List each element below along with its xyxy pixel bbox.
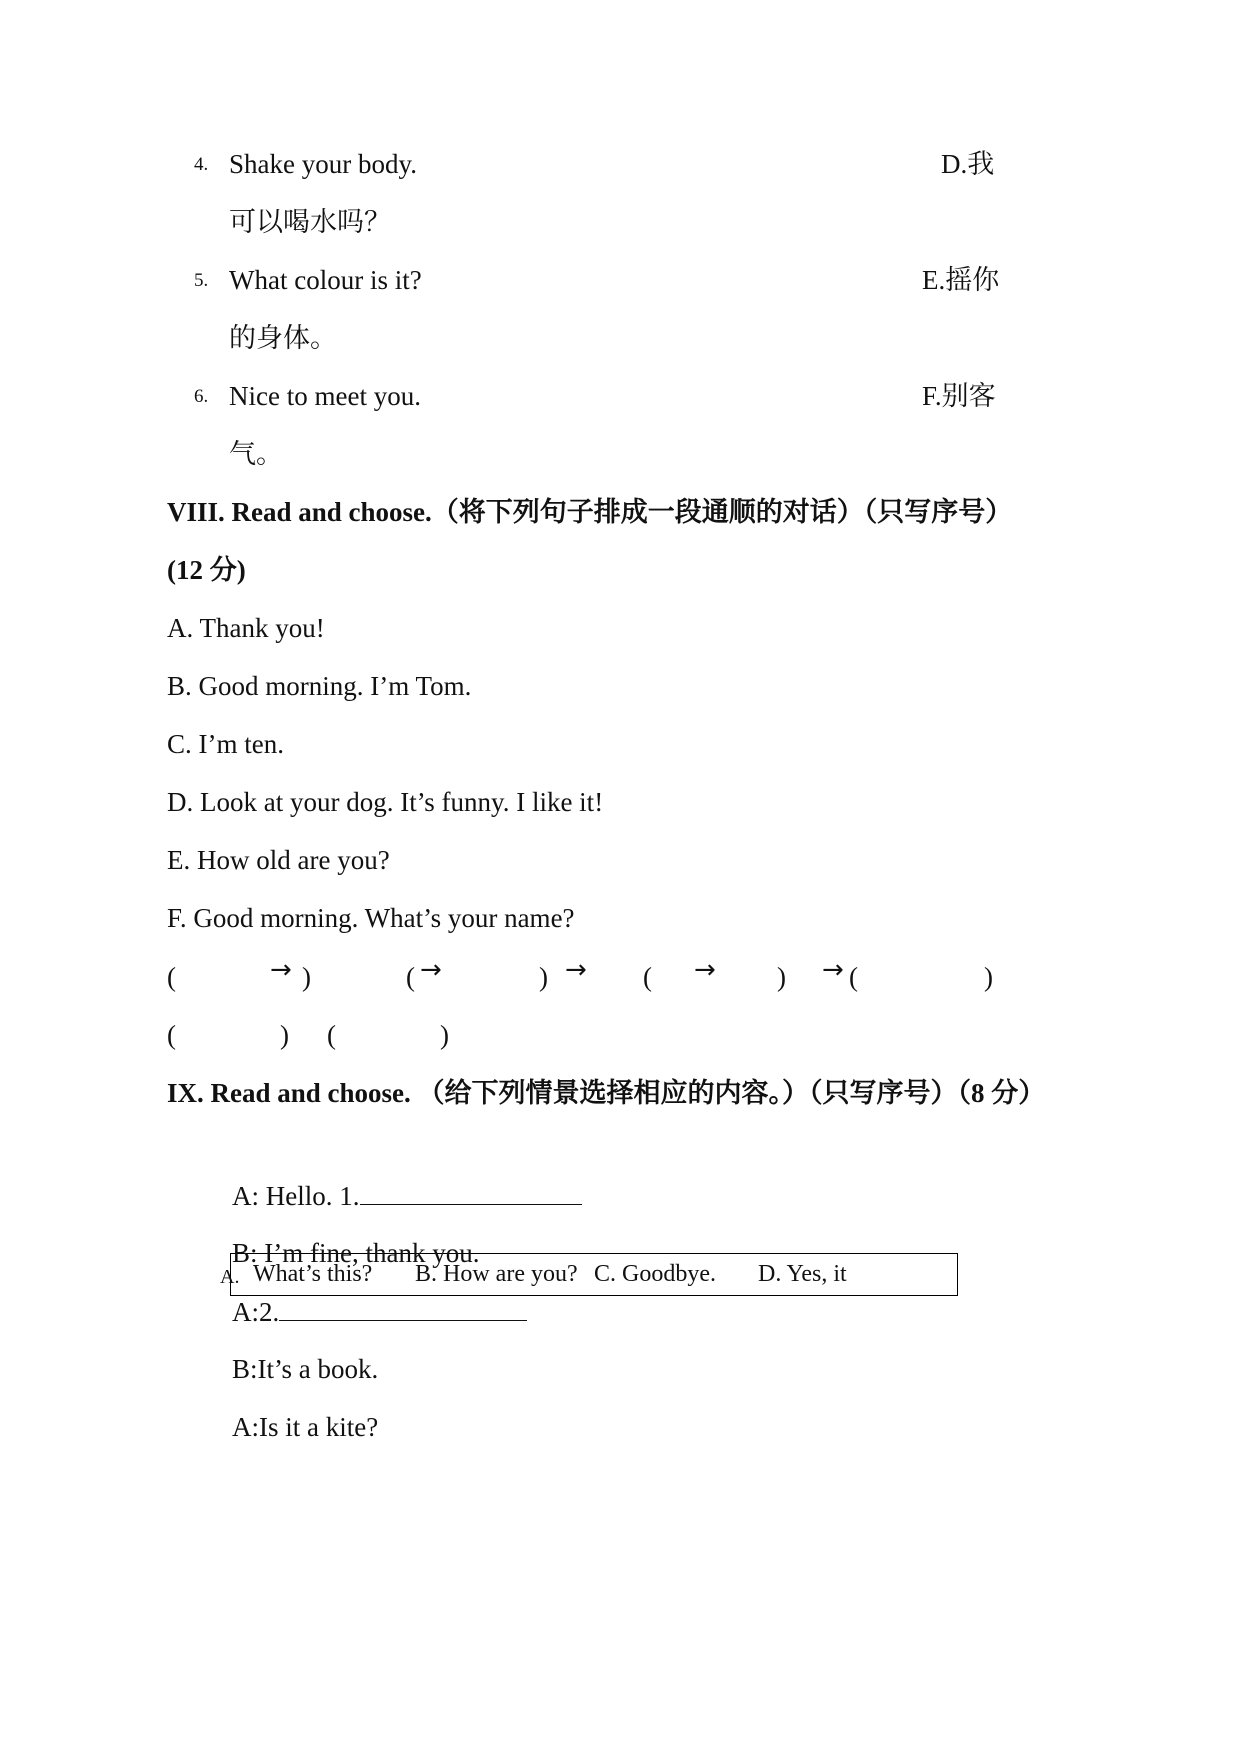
item-chinese-option: F.别客 xyxy=(922,381,996,411)
item-number: 4. xyxy=(194,154,209,175)
item-chinese-wrap: 的身体。 xyxy=(229,323,337,353)
item-chinese-option: E.摇你 xyxy=(922,265,1000,295)
answer-blank-1[interactable] xyxy=(360,1178,582,1205)
option-d: D. Look at your dog. It’s funny. I like it! xyxy=(167,787,604,817)
answer-blank-close: ) xyxy=(280,1020,289,1050)
item-number: 5. xyxy=(194,270,209,291)
answer-blank-open[interactable]: ( xyxy=(406,962,415,992)
answer-blank-close: ) xyxy=(777,962,786,992)
dialogue-line-5: A:Is it a kite? xyxy=(232,1412,379,1442)
arrow-right-icon: → xyxy=(694,955,716,985)
option-e: E. How old are you? xyxy=(167,845,390,875)
answer-blank-open[interactable]: ( xyxy=(849,962,858,992)
answer-blank-open[interactable]: ( xyxy=(643,962,652,992)
item-english: What colour is it? xyxy=(229,265,422,295)
dialogue-line-2: B: I’m fine, thank you. xyxy=(232,1238,480,1268)
arrow-right-icon: → xyxy=(822,955,844,985)
option-f: F. Good morning. What’s your name? xyxy=(167,903,575,933)
dialogue-text: A:2. xyxy=(232,1297,280,1327)
answer-blank-open[interactable]: ( xyxy=(327,1020,336,1050)
dialogue-line-4: B:It’s a book. xyxy=(232,1354,379,1384)
choice-a-text: What’s this? xyxy=(253,1261,373,1287)
answer-blank-close: ) xyxy=(302,962,311,992)
dialogue-text: A: Hello. 1. xyxy=(232,1181,360,1211)
item-chinese-wrap: 可以喝水吗？ xyxy=(229,207,391,237)
section-8-title: VIII. Read and choose.（将下列句子排成一段通顺的对话）（只写序号） xyxy=(167,497,1013,527)
answer-blank-close: ) xyxy=(440,1020,449,1050)
arrow-right-icon: → xyxy=(420,955,442,985)
section-8-score: (12 分) xyxy=(167,555,246,585)
arrow-right-icon: → xyxy=(270,955,292,985)
option-c: C. I’m ten. xyxy=(167,729,284,759)
arrow-right-icon: → xyxy=(565,955,587,985)
choice-c: C. Goodbye. xyxy=(594,1261,716,1287)
item-chinese-wrap: 气。 xyxy=(229,439,283,469)
item-chinese-option: D.我 xyxy=(941,149,995,179)
item-number: 6. xyxy=(194,386,209,407)
option-a: A. Thank you! xyxy=(167,613,325,643)
choice-b: B. How are you? xyxy=(415,1261,578,1287)
answer-blank-2[interactable] xyxy=(279,1294,527,1321)
dialogue-line-3 xyxy=(232,1294,527,1329)
answer-blank-open[interactable]: ( xyxy=(167,1020,176,1050)
choice-d: D. Yes, it xyxy=(758,1261,847,1287)
answer-blank-open[interactable]: ( xyxy=(167,962,176,992)
option-b: B. Good morning. I’m Tom. xyxy=(167,671,472,701)
answer-blank-close: ) xyxy=(984,962,993,992)
choice-a-label: A. xyxy=(220,1266,240,1288)
answer-blank-close: ) xyxy=(539,962,548,992)
section-9-title: IX. Read and choose. （给下列情景选择相应的内容。）（只写序号）（8 分） xyxy=(167,1078,1046,1108)
item-english: Nice to meet you. xyxy=(229,381,421,411)
dialogue-line-1 xyxy=(232,1178,582,1213)
item-english: Shake your body. xyxy=(229,149,417,179)
